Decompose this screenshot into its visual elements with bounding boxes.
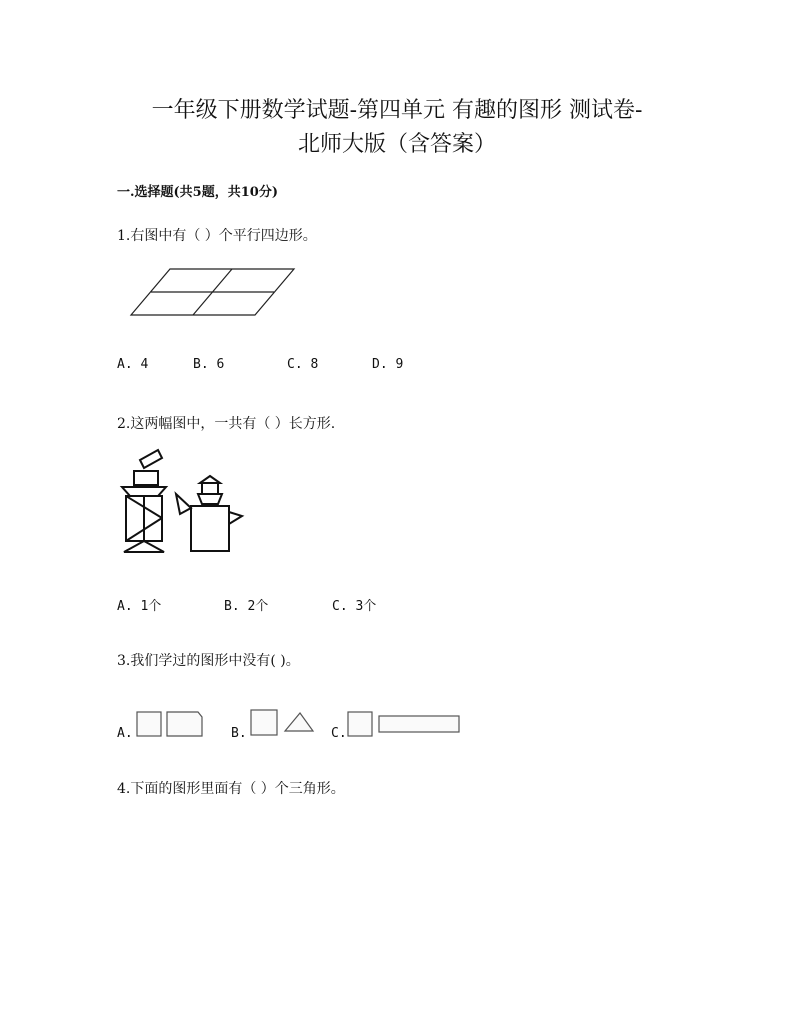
- q1-option-c[interactable]: C. 8: [287, 357, 319, 372]
- q2-option-b[interactable]: B. 2个: [224, 599, 269, 614]
- square-shape: [137, 712, 161, 736]
- q3-option-a-shapes: [133, 708, 205, 738]
- question-3-text: 3.我们学过的图形中没有( )。: [117, 653, 300, 669]
- q3-option-b-shapes: [247, 706, 317, 736]
- teapot-top-triangle: [200, 476, 220, 483]
- q3-option-b[interactable]: B.: [231, 726, 247, 741]
- q1-option-b[interactable]: B. 6: [193, 357, 225, 372]
- tangram-figures: [118, 446, 258, 558]
- question-2-text: 2.这两幅图中，一共有（ ）长方形.: [117, 416, 336, 432]
- triangle-shape: [285, 713, 313, 731]
- teapot-neck: [198, 494, 222, 504]
- square-shape: [251, 710, 277, 735]
- question-1-text: 1.右图中有（ ）个平行四边形。: [117, 228, 317, 244]
- q1-option-a[interactable]: A. 4: [117, 357, 149, 372]
- long-rectangle-shape: [379, 716, 459, 732]
- q1-option-d[interactable]: D. 9: [372, 357, 404, 372]
- q2-option-a[interactable]: A. 1个: [117, 599, 162, 614]
- q3-option-a[interactable]: A.: [117, 726, 133, 741]
- q3-option-c[interactable]: C.: [331, 726, 347, 741]
- tangram-head-rect: [134, 471, 158, 485]
- q2-option-c[interactable]: C. 3个: [332, 599, 377, 614]
- question-4-text: 4.下面的图形里面有（ ）个三角形。: [117, 781, 345, 797]
- tangram-top-block: [140, 450, 162, 468]
- teapot-spout: [176, 494, 191, 514]
- parallelogram-figure: [124, 265, 304, 325]
- q3-option-c-shapes: [344, 708, 464, 738]
- tangram-base-triangle: [124, 541, 164, 552]
- teapot-lid-rect: [202, 483, 218, 494]
- tangram-shoulder: [122, 487, 166, 496]
- rectangle-shape: [167, 712, 202, 736]
- section-heading: 一.选择题(共5题，共10分): [117, 185, 278, 200]
- teapot-handle: [229, 512, 242, 524]
- page-title-line-2: 北师大版（含答案）: [297, 132, 496, 157]
- teapot-body-square: [191, 506, 229, 551]
- page-title-line-1: 一年级下册数学试题-第四单元 有趣的图形 测试卷-: [151, 98, 643, 123]
- square-shape: [348, 712, 372, 736]
